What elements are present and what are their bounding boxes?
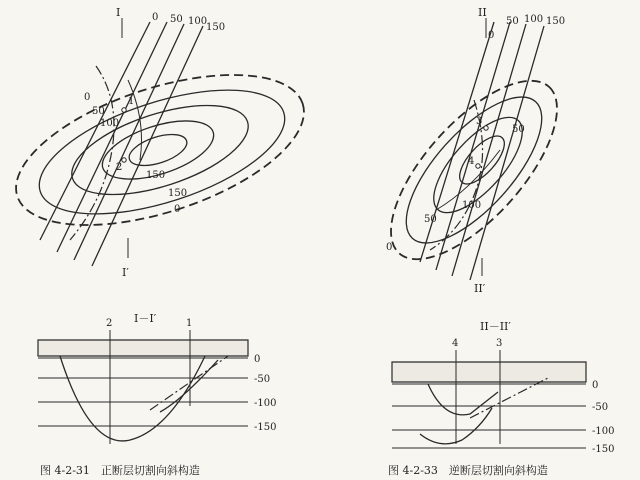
left-contour-label-150a: 150 xyxy=(146,170,166,181)
right-depth-label-0: 0 xyxy=(592,380,599,391)
right-well-4-label: 4 xyxy=(468,156,475,167)
left-contour-label-0b: 0 xyxy=(174,204,181,215)
left-contour-50 xyxy=(61,87,258,212)
right-depth-label-150: -150 xyxy=(592,444,615,455)
right-contour-label-50b: 50 xyxy=(424,214,437,225)
right-strike-label-50: 50 xyxy=(506,16,519,27)
left-contour-label-50: 50 xyxy=(92,106,105,117)
left-well-1-marker xyxy=(122,108,126,112)
left-cs-well-2-label: 2 xyxy=(106,318,113,329)
right-map xyxy=(363,6,584,295)
left-strike-label-0: 0 xyxy=(152,12,159,23)
left-well-2-marker xyxy=(122,158,126,162)
left-contour-0 xyxy=(25,65,299,239)
left-depth-label-0: 0 xyxy=(254,354,261,365)
left-well-1-label: 1 xyxy=(128,96,135,107)
right-depth-label-100: -100 xyxy=(592,426,615,437)
left-contour-label-150b: 150 xyxy=(168,188,188,199)
right-depth-label-50: -50 xyxy=(592,402,609,413)
left-depth-label-100: -100 xyxy=(254,398,277,409)
right-contour-label-50: 50 xyxy=(512,124,525,135)
right-surface-layer xyxy=(392,362,586,382)
right-well-3-label: 3 xyxy=(476,116,483,127)
left-cs-title: I－I′ xyxy=(134,312,157,325)
right-syncline-curve xyxy=(428,384,498,415)
left-well-2-label: 2 xyxy=(116,162,123,173)
left-strike-label-50: 50 xyxy=(170,14,183,25)
left-strike-label-150: 150 xyxy=(206,22,226,33)
left-depth-label-150: -150 xyxy=(254,422,277,433)
right-cs-well-3-label: 3 xyxy=(496,338,503,349)
right-strike-label-0: 0 xyxy=(488,30,495,41)
left-syncline-curve xyxy=(60,356,205,441)
left-map xyxy=(0,6,322,279)
right-section-bottom-label: II′ xyxy=(474,282,486,295)
left-contour-150 xyxy=(125,128,190,171)
right-cs-title: II－II′ xyxy=(480,320,511,333)
right-caption: 图 4-2-33 逆断层切割向斜构造 xyxy=(388,464,548,477)
right-fault-trace xyxy=(430,100,483,250)
left-contour-label-0: 0 xyxy=(84,92,91,103)
left-strike-line-100 xyxy=(74,24,184,260)
left-strike-label-100: 100 xyxy=(188,16,208,27)
right-outer-boundary xyxy=(363,55,584,286)
left-surface-layer xyxy=(38,340,248,356)
right-cross-section xyxy=(388,320,614,477)
left-cross-section xyxy=(38,312,276,477)
left-caption: 图 4-2-31 正断层切割向斜构造 xyxy=(40,464,200,477)
right-strike-label-150: 150 xyxy=(546,16,566,27)
right-contour-label-100: 100 xyxy=(462,200,482,211)
right-strike-label-100: 100 xyxy=(524,14,544,25)
right-strike-line-100 xyxy=(452,24,526,276)
right-strike-line-50 xyxy=(436,22,510,270)
right-cs-well-4-label: 4 xyxy=(452,338,459,349)
left-cs-well-1-label: 1 xyxy=(186,318,193,329)
right-well-3-marker xyxy=(484,126,488,130)
left-section-bottom-label: I′ xyxy=(122,266,129,279)
left-contour-label-100: 100 xyxy=(100,118,120,129)
right-contour-label-0: 0 xyxy=(386,242,393,253)
right-well-4-marker xyxy=(476,164,480,168)
left-section-top-label: I xyxy=(116,6,121,19)
left-depth-label-50: -50 xyxy=(254,374,271,385)
right-section-top-label: II xyxy=(478,6,487,19)
